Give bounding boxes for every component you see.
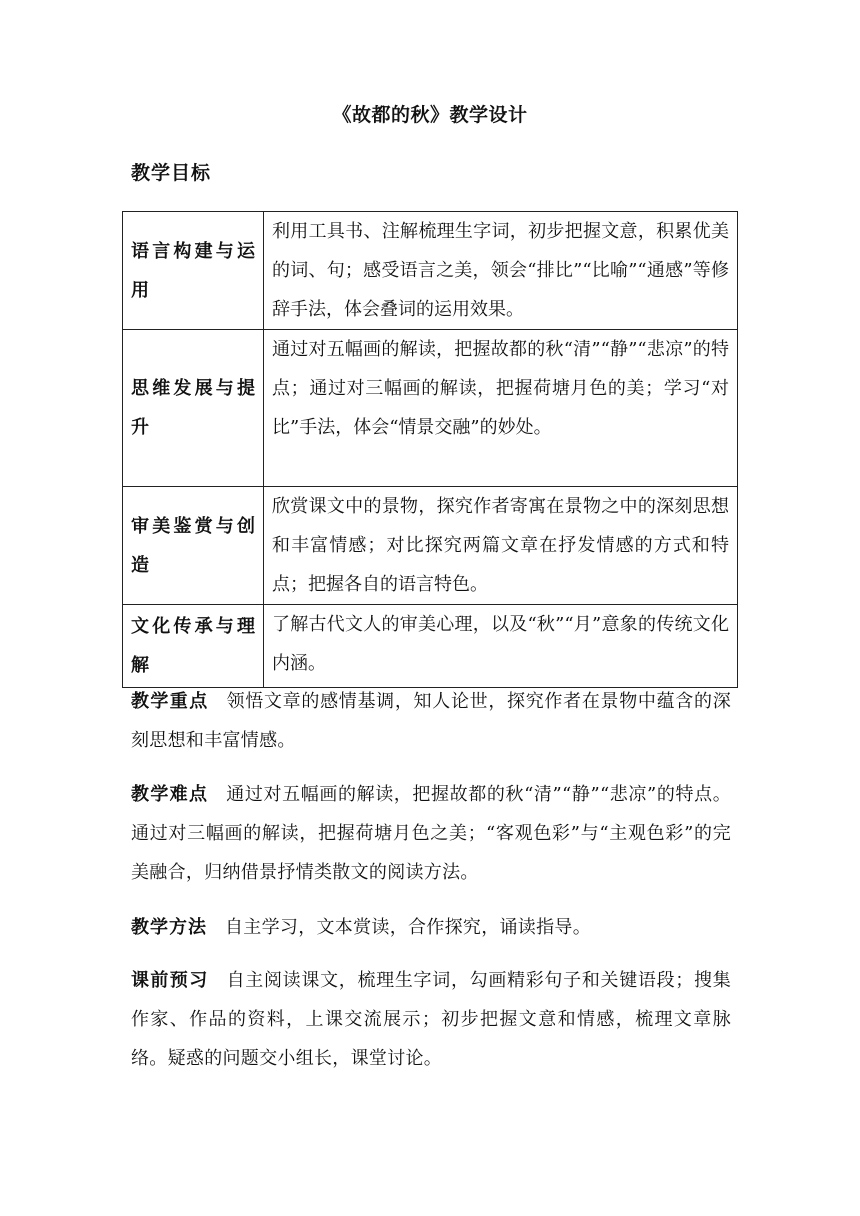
difficult-points-paragraph xyxy=(131,775,731,892)
preview-heading: 课前预习 xyxy=(131,970,209,991)
objective-label: 语言构建与运用 xyxy=(123,212,264,330)
difficult-points-text: 通过对五幅画的解读，把握故都的秋“清”“静”“悲凉”的特点。通过对三幅画的解读，把握荷塘月色之美；“客观色彩”与“主观色彩”的完美融合，归纳借景抒情类散文的阅读方法。 xyxy=(131,784,731,883)
objective-text: 利用工具书、注解梳理生字词，初步把握文意，积累优美的词、句；感受语言之美，领会“排比”“比喻”“通感”等修辞手法，体会叠词的运用效果。 xyxy=(264,212,738,330)
objective-text: 欣赏课文中的景物，探究作者寄寓在景物之中的深刻思想和丰富情感；对比探究两篇文章在抒发情感的方式和特点；把握各自的语言特色。 xyxy=(264,487,738,605)
objective-text: 了解古代文人的审美心理，以及“秋”“月”意象的传统文化内涵。 xyxy=(264,605,738,688)
objectives-table xyxy=(122,211,738,688)
objective-label: 审美鉴赏与创造 xyxy=(123,487,264,605)
preview-text: 自主阅读课文，梳理生字词，勾画精彩句子和关键语段；搜集作家、作品的资料，上课交流展示；初步把握文意和情感，梳理文章脉络。疑惑的问题交小组长，课堂讨论。 xyxy=(131,970,731,1069)
preview-paragraph xyxy=(131,961,731,1078)
key-points-text: 领悟文章的感情基调，知人论世，探究作者在景物中蕴含的深刻思想和丰富情感。 xyxy=(131,691,731,751)
methods-heading: 教学方法 xyxy=(131,917,207,938)
methods-paragraph xyxy=(131,908,731,947)
table-row xyxy=(123,605,738,688)
table-row xyxy=(123,487,738,605)
methods-text: 自主学习，文本赏读，合作探究，诵读指导。 xyxy=(225,917,591,938)
difficult-points-heading: 教学难点 xyxy=(131,784,209,805)
table-row xyxy=(123,212,738,330)
key-points-heading: 教学重点 xyxy=(131,691,209,712)
document-title: 《故都的秋》教学设计 xyxy=(332,104,528,126)
objectives-heading: 教学目标 xyxy=(131,162,212,184)
key-points-paragraph xyxy=(131,682,731,760)
objective-label: 文化传承与理解 xyxy=(123,605,264,688)
table-row xyxy=(123,330,738,487)
objective-text: 通过对五幅画的解读，把握故都的秋“清”“静”“悲凉”的特点；通过对三幅画的解读，把握荷塘月色的美；学习“对比”手法，体会“情景交融”的妙处。 xyxy=(264,330,738,487)
objective-label: 思维发展与提升 xyxy=(123,330,264,487)
